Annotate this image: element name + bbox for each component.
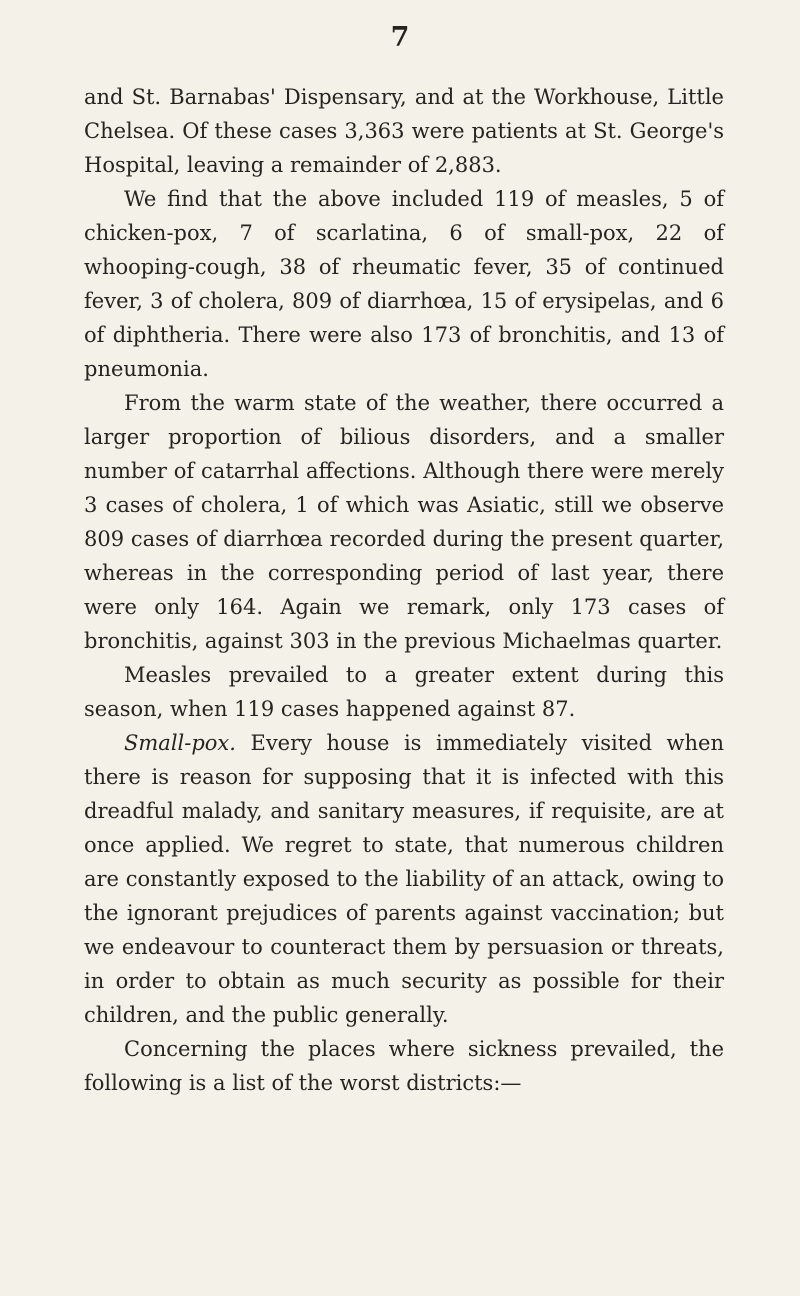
- paragraph-5: [84, 726, 724, 1032]
- paragraph-4: Measles prevailed to a greater extent during this season, when 119 cases happened against 87.: [84, 663, 724, 721]
- paragraph-1: and St. Barnabas' Dispensary, and at the Workhouse, Little Chelsea. Of these cases 3,363 were patients at St. George's Hospital, leaving a remainder of 2,883.: [84, 85, 724, 177]
- paragraph-6: Concerning the places where sickness prevailed, the following is a list of the worst districts:—: [84, 1037, 724, 1095]
- paragraph-2: We find that the above included 119 of measles, 5 of chicken-pox, 7 of scarlatina, 6 of small-pox, 22 of whooping-cough, 38 of rheumatic fever, 35 of continued fever, 3 of cholera, 809 of diarrhœa, 15 of erysipelas, and 6 of diphtheria. There were also 173 of bronchitis, and 13 of pneumonia.: [84, 187, 724, 381]
- paragraph-5-text: Every house is immediately visited when there is reason for supposing that it is infected with this dreadful malady, and sanitary measures, if requisite, are at once applied. We regret to state, that numerous children are constantly exposed to the liability of an attack, owing to the ignorant prejudices of parents against vaccination; but we endeavour to counteract them by persuasion or threats, in order to obtain as much security as possible for their children, and the public generally.: [84, 731, 724, 1027]
- page-number: 7: [390, 22, 410, 53]
- document-body: [84, 80, 724, 1100]
- paragraph-3: From the warm state of the weather, there occurred a larger proportion of bilious disorders, and a smaller number of catarrhal affections. Although there were merely 3 cases of cholera, 1 of which was Asiatic, still we observe 809 cases of diarrhœa recorded during the present quarter, whereas in the corresponding period of last year, there were only 164. Again we remark, only 173 cases of bronchitis, against 303 in the previous Michaelmas quarter.: [84, 391, 724, 653]
- section-lead-small-pox: Small-pox.: [124, 731, 236, 755]
